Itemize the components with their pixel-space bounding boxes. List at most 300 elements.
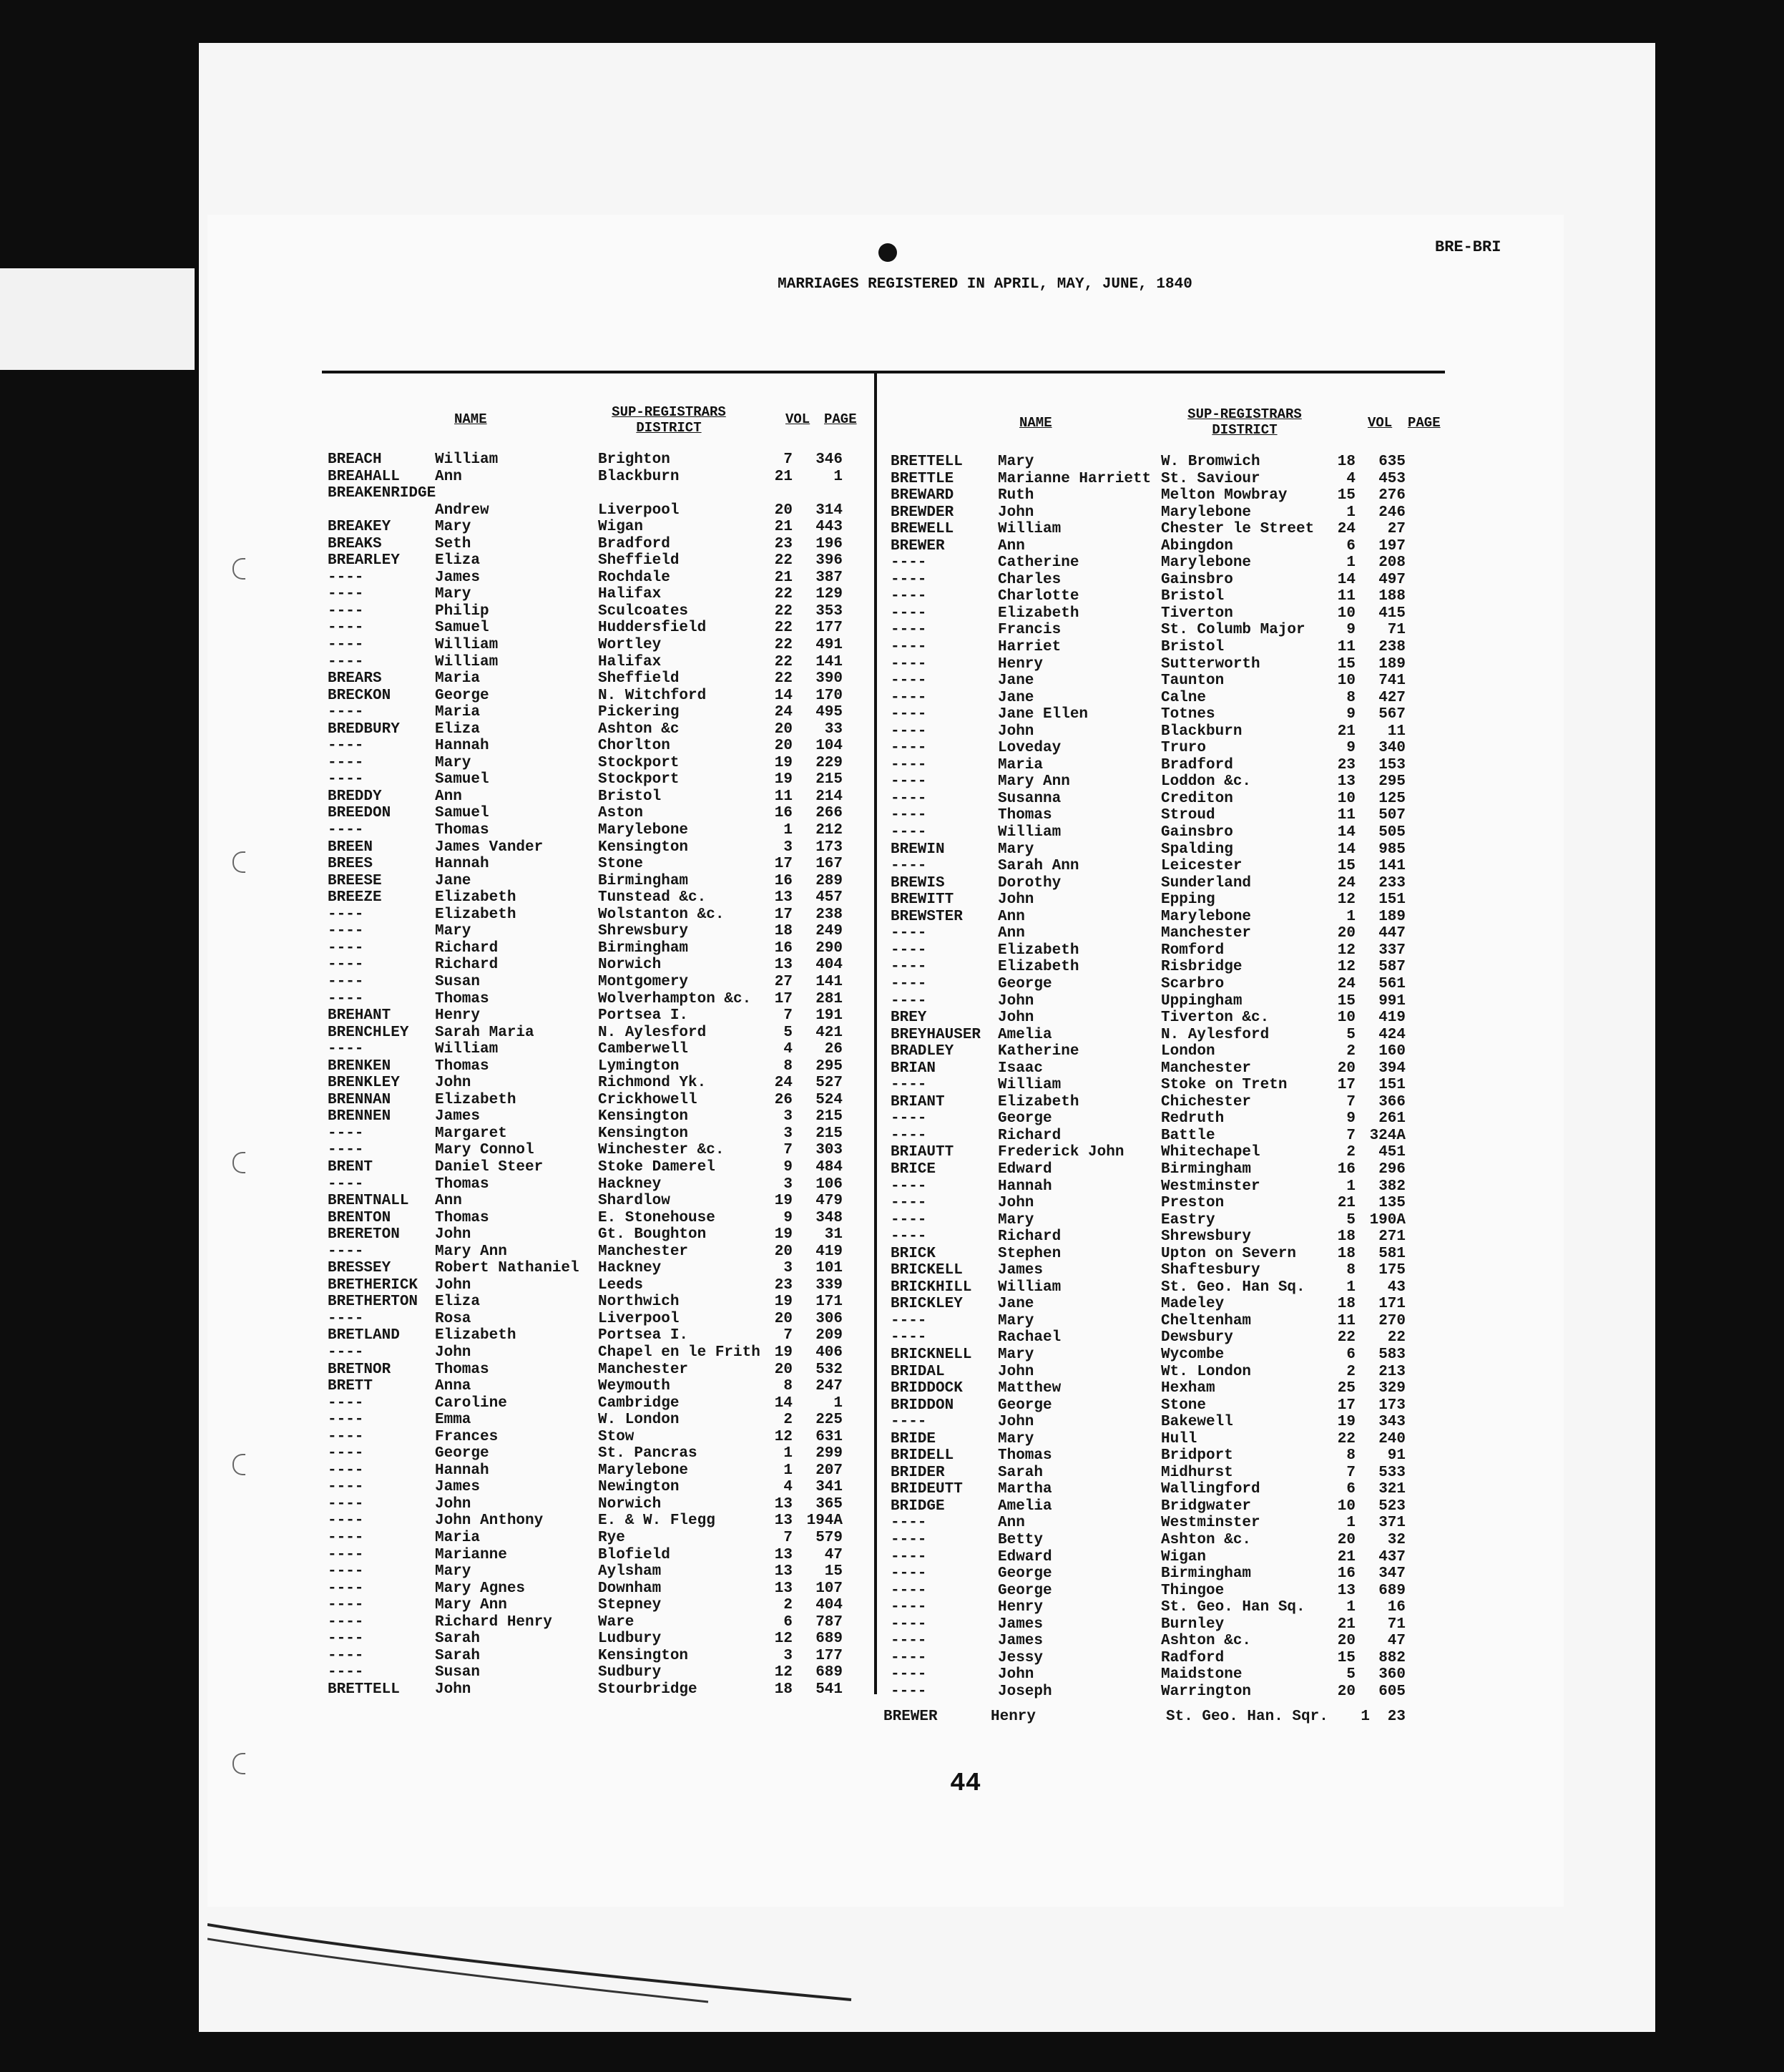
entry-given-name: Maria	[435, 670, 481, 688]
entry-vol: 22	[1337, 1430, 1356, 1447]
entry-surname: ----	[328, 1310, 364, 1327]
entry-page: 141	[815, 973, 843, 990]
entry-surname: BRETLAND	[328, 1327, 400, 1344]
entry-surname: BRICKNELL	[891, 1346, 972, 1363]
entry-given-name: Henry	[991, 1709, 1036, 1725]
entry-given-name: Richard	[998, 1228, 1062, 1246]
entry-given-name: Henry	[435, 1007, 481, 1025]
entry-surname: ----	[328, 1580, 364, 1597]
entry-given-name: Elizabeth	[435, 889, 516, 906]
entry-vol: 9	[783, 1158, 793, 1176]
entry-surname: ----	[328, 1394, 364, 1412]
entry-page: 451	[1378, 1144, 1406, 1161]
entry-page: 561	[1378, 975, 1406, 992]
entry-vol: 13	[774, 957, 793, 974]
entry-given-name: Thomas	[435, 1209, 489, 1226]
entry-page: 189	[1378, 655, 1406, 673]
entry-page: 415	[1378, 605, 1406, 622]
entry-surname: ----	[891, 689, 927, 706]
entry-district: Battle	[1161, 1127, 1215, 1144]
entry-given-name: Martha	[998, 1481, 1052, 1498]
entry-page: 11	[1387, 723, 1406, 740]
entry-district: Stone	[1161, 1397, 1207, 1414]
entry-vol: 11	[1337, 639, 1356, 656]
entry-surname: BREWIN	[891, 841, 945, 858]
entry-district: Bristol	[598, 788, 662, 805]
entry-surname: BREEZE	[328, 889, 382, 906]
entry-page: 71	[1387, 1616, 1406, 1633]
entry-surname: ----	[891, 925, 927, 942]
entry-given-name: Harriet	[998, 639, 1062, 656]
entry-district: Wigan	[598, 519, 644, 536]
entry-vol: 15	[1337, 655, 1356, 673]
entry-vol: 1	[1346, 1599, 1356, 1616]
entry-given-name: John	[998, 1666, 1034, 1684]
entry-district: Stoke Damerel	[598, 1158, 715, 1176]
entry-given-name: Emma	[435, 1412, 471, 1429]
entry-given-name: Richard	[998, 1127, 1062, 1144]
entry-district: Uppingham	[1161, 992, 1243, 1010]
entry-surname: ----	[328, 653, 364, 670]
entry-vol: 3	[783, 1125, 793, 1142]
entry-vol: 21	[1337, 723, 1356, 740]
entry-surname: BRENKEN	[328, 1057, 391, 1075]
entry-district: Warrington	[1161, 1683, 1252, 1700]
entry-district: Truro	[1161, 740, 1207, 757]
entry-page: 197	[1378, 537, 1406, 554]
entry-page: 533	[1378, 1464, 1406, 1481]
entry-given-name: Thomas	[998, 807, 1052, 824]
entry-surname: BRENT	[328, 1158, 373, 1176]
entry-vol: 21	[774, 569, 793, 586]
entry-vol: 4	[783, 1041, 793, 1058]
entry-surname: BREEN	[328, 839, 373, 856]
entry-surname: ----	[891, 1414, 927, 1431]
entry-given-name: Edward	[998, 1548, 1052, 1565]
entry-given-name: Jane	[998, 689, 1034, 706]
entry-surname: BREAKEY	[328, 519, 391, 536]
entry-vol: 6	[1346, 1481, 1356, 1498]
entry-district: Chorlton	[598, 738, 670, 755]
entry-vol: 15	[1337, 858, 1356, 875]
register-sheet	[207, 215, 1564, 1907]
entry-district: Scarbro	[1161, 975, 1225, 992]
entry-district: Bradford	[1161, 756, 1233, 773]
entry-vol: 18	[1337, 1296, 1356, 1313]
entry-given-name: James	[998, 1616, 1044, 1633]
entry-vol: 10	[1337, 1497, 1356, 1515]
entry-page: 23	[1387, 1709, 1406, 1725]
entry-vol: 20	[1337, 1532, 1356, 1548]
entry-given-name: George	[998, 975, 1052, 992]
entry-given-name: Maria	[435, 704, 481, 721]
entry-vol: 3	[783, 1260, 793, 1277]
entry-page: 129	[815, 586, 843, 603]
entry-district: Halifax	[598, 653, 662, 670]
entry-district: Manchester	[1161, 925, 1252, 942]
entry-district: Wallingford	[1161, 1481, 1260, 1498]
entry-page: 189	[1378, 908, 1406, 925]
col-header-district-right: SUP-REGISTRARS DISTRICT	[1187, 406, 1302, 438]
entry-given-name: Ann	[998, 908, 1025, 925]
entry-surname: ----	[891, 756, 927, 773]
entry-page: 215	[815, 771, 843, 788]
entry-district: Stockport	[598, 754, 680, 771]
entry-page: 443	[815, 519, 843, 536]
entry-vol: 20	[774, 738, 793, 755]
entry-vol: 10	[1337, 605, 1356, 622]
entry-page: 985	[1378, 841, 1406, 858]
entry-surname: ----	[328, 957, 364, 974]
entry-district: Bridgwater	[1161, 1497, 1252, 1515]
entry-surname: ----	[891, 975, 927, 992]
entry-vol: 20	[1337, 1633, 1356, 1650]
entry-page: 360	[1378, 1666, 1406, 1684]
entry-surname: BRIANT	[891, 1093, 945, 1110]
entry-given-name: Mary	[435, 519, 471, 536]
page-number: 44	[950, 1769, 981, 1798]
entry-page: 457	[815, 889, 843, 906]
entry-vol: 17	[774, 990, 793, 1007]
entry-vol: 21	[774, 519, 793, 536]
entry-district: Madeley	[1161, 1296, 1225, 1313]
entry-vol: 12	[1337, 959, 1356, 976]
entry-page: 567	[1378, 706, 1406, 723]
entry-vol: 1	[1361, 1709, 1370, 1725]
entry-district: Norwich	[598, 1495, 662, 1513]
column-divider	[874, 371, 877, 1694]
entry-surname: BREWELL	[891, 521, 954, 538]
entry-district: Blofield	[598, 1546, 670, 1563]
entry-vol: 19	[774, 1344, 793, 1361]
entry-given-name: James	[998, 1262, 1044, 1279]
entry-given-name: John	[435, 1495, 471, 1513]
entry-page: 321	[1378, 1481, 1406, 1498]
entry-page: 173	[1378, 1397, 1406, 1414]
entry-district: Eastry	[1161, 1211, 1215, 1228]
entry-given-name: Ruth	[998, 487, 1034, 504]
entry-page: 196	[815, 535, 843, 552]
entry-surname: BRIDE	[891, 1430, 936, 1447]
entry-surname: ----	[891, 1633, 927, 1650]
entry-district: Wt. London	[1161, 1363, 1252, 1380]
entry-surname: ----	[891, 1515, 927, 1532]
entry-given-name: Mary	[435, 923, 471, 940]
entry-vol: 6	[783, 1613, 793, 1631]
entry-district: Birmingham	[598, 939, 689, 957]
entry-given-name: Ann	[435, 788, 462, 805]
entry-page: 882	[1378, 1649, 1406, 1666]
entry-given-name: Hannah	[435, 1462, 489, 1479]
entry-given-name: John	[435, 1344, 471, 1361]
entry-vol: 12	[1337, 942, 1356, 959]
entry-surname: ----	[328, 822, 364, 839]
entry-district: Camberwell	[598, 1041, 689, 1058]
entry-vol: 14	[1337, 571, 1356, 588]
entry-vol: 17	[774, 856, 793, 873]
entry-surname: BRETT	[328, 1378, 373, 1395]
entry-page: 299	[815, 1445, 843, 1462]
entry-page: 484	[815, 1158, 843, 1176]
entry-page: 135	[1378, 1195, 1406, 1212]
entry-vol: 7	[1346, 1093, 1356, 1110]
entry-surname: BREWER	[883, 1709, 938, 1725]
entry-district: Tiverton &c.	[1161, 1010, 1270, 1027]
entry-vol: 3	[783, 1108, 793, 1125]
col-header-page-left: PAGE	[824, 411, 857, 427]
entry-surname: ----	[328, 939, 364, 957]
entry-given-name: Richard Henry	[435, 1613, 552, 1631]
entry-page: 453	[1378, 470, 1406, 487]
entry-given-name: Rosa	[435, 1310, 471, 1327]
entry-page: 141	[815, 653, 843, 670]
entry-vol: 9	[1346, 622, 1356, 639]
entry-district: Marylebone	[598, 822, 689, 839]
entry-surname: ----	[891, 1329, 927, 1347]
entry-given-name: Isaac	[998, 1060, 1044, 1077]
entry-given-name: Hannah	[435, 856, 489, 873]
entry-page: 15	[824, 1563, 843, 1580]
entry-district: Gt. Boughton	[598, 1226, 707, 1243]
entry-vol: 25	[1337, 1380, 1356, 1397]
entry-page: 1	[833, 1394, 843, 1412]
entry-district: W. London	[598, 1412, 680, 1429]
entry-given-name: William	[998, 521, 1062, 538]
entry-given-name: Maria	[998, 756, 1044, 773]
entry-page: 207	[815, 1462, 843, 1479]
entry-given-name: Mary	[998, 1430, 1034, 1447]
entry-surname: BRIDGE	[891, 1497, 945, 1515]
entry-district: Blackburn	[1161, 723, 1243, 740]
entry-given-name: Amelia	[998, 1497, 1052, 1515]
entry-district: St. Geo. Han Sq.	[1161, 1599, 1305, 1616]
entry-page: 194A	[806, 1513, 843, 1530]
entry-surname: ----	[328, 1563, 364, 1580]
entry-surname: BRIAN	[891, 1060, 936, 1077]
entry-given-name: Loveday	[998, 740, 1062, 757]
entry-district: St. Geo. Han Sq.	[1161, 1279, 1305, 1296]
entry-page: 404	[815, 957, 843, 974]
entry-given-name: Frances	[435, 1428, 499, 1445]
entry-given-name: William	[998, 1077, 1062, 1094]
entry-page: 289	[815, 872, 843, 889]
entry-page: 689	[815, 1664, 843, 1681]
entry-surname: BRENTON	[328, 1209, 391, 1226]
entry-page: 151	[1378, 891, 1406, 909]
entry-district: Shardlow	[598, 1193, 670, 1210]
entry-given-name: Ann	[998, 1515, 1025, 1532]
entry-district: E. & W. Flegg	[598, 1513, 715, 1530]
entry-vol: 19	[774, 1294, 793, 1311]
entry-district: St. Columb Major	[1161, 622, 1305, 639]
entry-vol: 1	[783, 1445, 793, 1462]
entry-given-name: Joseph	[998, 1683, 1052, 1700]
entry-district: Wolstanton &c.	[598, 906, 725, 923]
entry-page: 47	[824, 1546, 843, 1563]
entry-given-name: Mary	[998, 1312, 1034, 1329]
entry-surname: ----	[328, 1412, 364, 1429]
entry-vol: 4	[783, 1479, 793, 1496]
entry-given-name: Betty	[998, 1532, 1044, 1548]
entry-surname: ----	[328, 1513, 364, 1530]
entry-surname: BREWITT	[891, 891, 954, 909]
entry-surname: BREWSTER	[891, 908, 963, 925]
entry-page: 71	[1387, 622, 1406, 639]
entry-surname: BRENKLEY	[328, 1075, 400, 1092]
entry-vol: 5	[1346, 1211, 1356, 1228]
entry-vol: 21	[1337, 1616, 1356, 1633]
entry-surname: BRIDDOCK	[891, 1380, 963, 1397]
entry-vol: 20	[1337, 925, 1356, 942]
entry-vol: 5	[1346, 1666, 1356, 1684]
entry-district: Westminster	[1161, 1178, 1260, 1195]
entry-given-name: Richard	[435, 957, 499, 974]
entry-vol: 18	[774, 1681, 793, 1698]
entry-given-name: Anna	[435, 1378, 471, 1395]
entry-vol: 1	[783, 1462, 793, 1479]
entry-given-name: Mary	[998, 1346, 1034, 1363]
entry-vol: 12	[774, 1631, 793, 1648]
extra-entry	[883, 1709, 1470, 1727]
entry-given-name: George	[435, 687, 489, 704]
entry-given-name: John Anthony	[435, 1513, 544, 1530]
entry-vol: 3	[783, 839, 793, 856]
entry-district: Thingoe	[1161, 1582, 1225, 1599]
entry-vol: 16	[774, 939, 793, 957]
entry-given-name: Mary Agnes	[435, 1580, 526, 1597]
entry-vol: 17	[1337, 1397, 1356, 1414]
entry-district: Aston	[598, 805, 644, 822]
entry-page: 329	[1378, 1380, 1406, 1397]
entry-surname: ----	[891, 1683, 927, 1700]
entry-given-name: Robert Nathaniel	[435, 1260, 579, 1277]
entry-given-name: Thomas	[435, 990, 489, 1007]
entry-page: 151	[1378, 1077, 1406, 1094]
entry-surname: BRICK	[891, 1245, 936, 1262]
entry-surname: ----	[891, 959, 927, 976]
entry-vol: 2	[783, 1597, 793, 1614]
entry-page: 261	[1378, 1110, 1406, 1128]
entry-vol: 13	[1337, 773, 1356, 791]
entry-vol: 4	[1346, 470, 1356, 487]
entry-given-name: Jessy	[998, 1649, 1044, 1666]
entry-district: Marylebone	[1161, 504, 1252, 521]
entry-page: 479	[815, 1193, 843, 1210]
entry-page: 583	[1378, 1346, 1406, 1363]
entry-district: Ware	[598, 1613, 634, 1631]
entry-page: 188	[1378, 588, 1406, 605]
entry-vol: 7	[1346, 1127, 1356, 1144]
entry-surname: ----	[328, 1445, 364, 1462]
entry-district: London	[1161, 1043, 1215, 1060]
entry-given-name: John	[998, 723, 1034, 740]
entry-given-name: Daniel Steer	[435, 1158, 544, 1176]
entry-page: 32	[1387, 1532, 1406, 1548]
entry-vol: 24	[774, 704, 793, 721]
entry-page: 104	[815, 738, 843, 755]
entry-surname: ----	[891, 992, 927, 1010]
entry-district: Kensington	[598, 1125, 689, 1142]
entry-district: Bradford	[598, 535, 670, 552]
entry-vol: 18	[1337, 454, 1356, 470]
entry-surname: BRETTELL	[328, 1681, 400, 1698]
entry-given-name: Frederick John	[998, 1144, 1124, 1161]
entry-surname: ----	[328, 771, 364, 788]
entry-given-name: Elizabeth	[435, 1327, 516, 1344]
entry-surname: ----	[891, 588, 927, 605]
entry-surname: ----	[891, 1582, 927, 1599]
entry-given-name: Mary Ann	[435, 1243, 507, 1260]
entry-district: Gainsbro	[1161, 571, 1233, 588]
entry-vol: 24	[1337, 521, 1356, 538]
entry-given-name: Catherine	[998, 554, 1079, 572]
entry-district: Northwich	[598, 1294, 680, 1311]
entry-page: 495	[815, 704, 843, 721]
entry-page: 290	[815, 939, 843, 957]
entry-surname: ----	[891, 858, 927, 875]
entry-given-name: Mary	[435, 754, 471, 771]
entry-vol: 18	[1337, 1245, 1356, 1262]
entry-district: Cambridge	[598, 1394, 680, 1412]
entry-surname: ----	[891, 639, 927, 656]
entry-surname: ----	[891, 1548, 927, 1565]
entry-surname: BRIDER	[891, 1464, 945, 1481]
entry-vol: 23	[774, 535, 793, 552]
entry-given-name: Thomas	[435, 822, 489, 839]
entry-district: Risbridge	[1161, 959, 1243, 976]
entry-surname: ----	[891, 1195, 927, 1212]
entry-page: 233	[1378, 874, 1406, 891]
entry-vol: 16	[774, 872, 793, 889]
entry-surname: BRENTNALL	[328, 1193, 409, 1210]
entry-page: 581	[1378, 1245, 1406, 1262]
entry-page: 337	[1378, 942, 1406, 959]
entry-page: 101	[815, 1260, 843, 1277]
entry-page: 47	[1387, 1633, 1406, 1650]
entry-page: 579	[815, 1530, 843, 1546]
entry-page: 424	[1378, 1026, 1406, 1043]
entry-district: Shrewsbury	[598, 923, 689, 940]
entry-given-name: Henry	[998, 655, 1044, 673]
entry-given-name: Susan	[435, 1664, 481, 1681]
entry-page: 171	[815, 1294, 843, 1311]
entry-vol: 9	[783, 1209, 793, 1226]
entry-vol: 19	[774, 754, 793, 771]
entry-vol: 24	[1337, 975, 1356, 992]
entry-vol: 3	[783, 1647, 793, 1664]
entry-surname: ----	[328, 602, 364, 620]
entry-surname: BREESE	[328, 872, 382, 889]
entry-given-name: William	[435, 637, 499, 654]
entry-vol: 2	[1346, 1043, 1356, 1060]
entry-surname: BRETTLE	[891, 470, 954, 487]
entry-district: Spalding	[1161, 841, 1233, 858]
entry-district: Sculcoates	[598, 602, 689, 620]
entry-given-name: Thomas	[435, 1361, 489, 1378]
entry-surname: ----	[328, 973, 364, 990]
entry-district: W. Bromwich	[1161, 454, 1260, 470]
entry-district: Gainsbro	[1161, 824, 1233, 841]
entry-vol: 1	[1346, 1178, 1356, 1195]
entry-district: Rochdale	[598, 569, 670, 586]
entry-given-name: Mary Connol	[435, 1142, 534, 1159]
entry-district: Huddersfield	[598, 620, 707, 637]
entry-given-name: Ann	[998, 537, 1025, 554]
entry-page: 107	[815, 1580, 843, 1597]
entry-surname: BRADLEY	[891, 1043, 954, 1060]
entry-given-name: Thomas	[435, 1176, 489, 1193]
entry-vol: 17	[1337, 1077, 1356, 1094]
